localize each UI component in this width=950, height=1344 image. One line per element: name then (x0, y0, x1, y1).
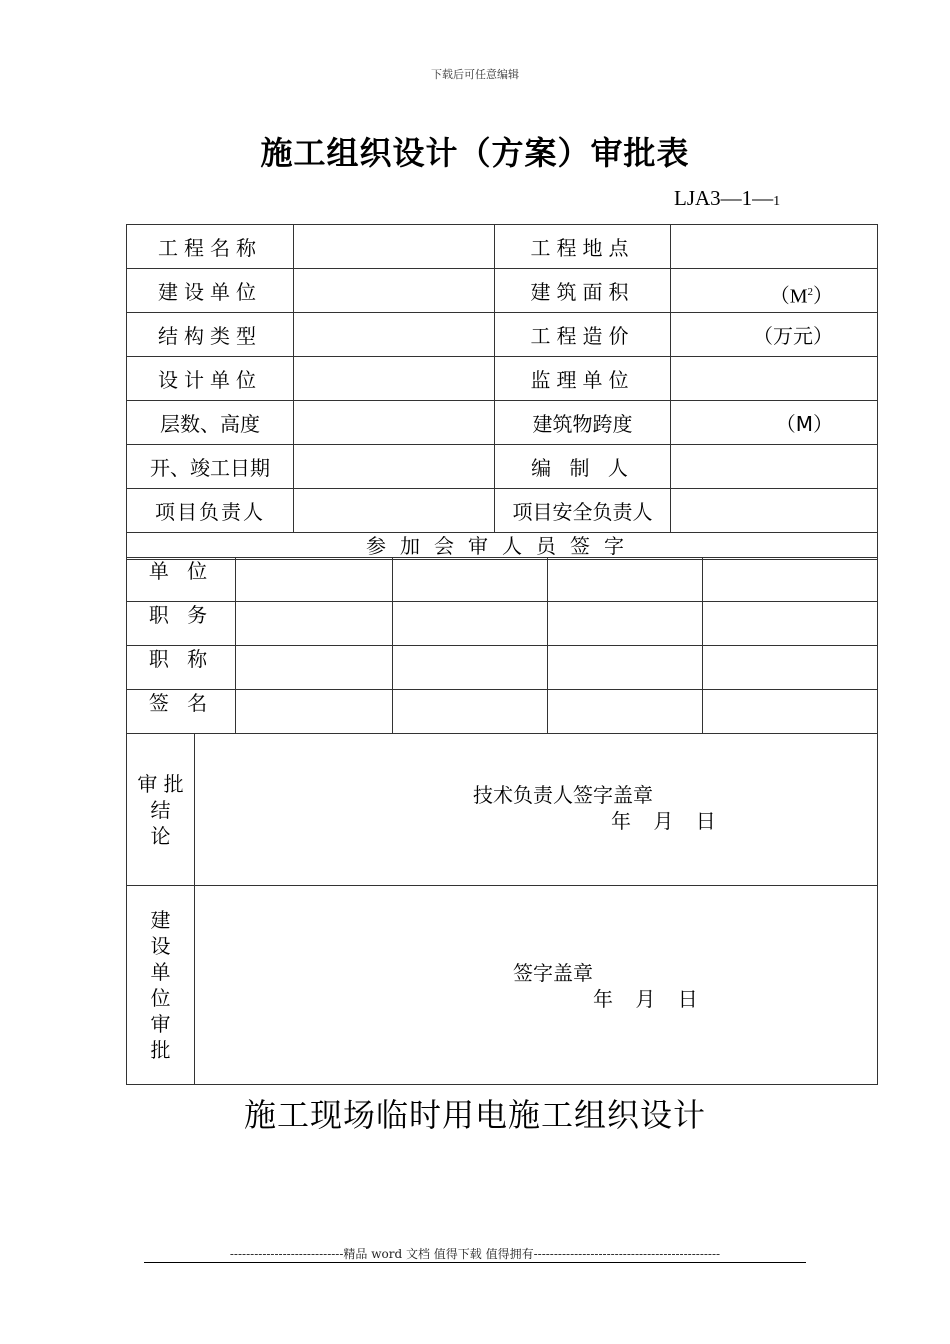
reviewer-cell[interactable] (703, 558, 878, 602)
label-supervision-unit: 监理单位 (495, 357, 671, 401)
area-unit-close: ） (813, 285, 833, 308)
reviewer-cell[interactable] (393, 690, 548, 734)
info-row (127, 489, 878, 533)
reviewer-row (127, 558, 878, 602)
page-title: 施工组织设计（方案）审批表 (260, 134, 690, 172)
approval-conclusion-area[interactable] (195, 734, 878, 886)
form-code-main: LJA3—1— (674, 186, 774, 210)
label-design-unit: 设计单位 (127, 357, 294, 401)
reviewer-label-signature: 签 名 (127, 690, 236, 734)
area-unit-sup: 2 (807, 286, 813, 298)
start-end-date-field[interactable] (294, 445, 495, 489)
approval-label-line1: 审 批 (137, 771, 184, 796)
reviewer-row (127, 602, 878, 646)
reviewers-table (126, 557, 878, 734)
area-unit-open: （M (769, 285, 808, 308)
label-safety-manager: 项目安全负责人 (495, 489, 671, 533)
reviewers-header: 参加会审人员签字 (127, 533, 878, 560)
reviewer-cell[interactable] (548, 690, 703, 734)
owner-date-text: 年 月 日 (593, 987, 706, 1011)
approval-label-line3: 论 (150, 823, 171, 848)
building-area-field[interactable] (671, 269, 878, 313)
reviewer-label-unit: 单 位 (127, 558, 236, 602)
reviewer-cell[interactable] (236, 646, 393, 690)
label-floors-height: 层数、高度 (127, 401, 294, 445)
design-unit-field[interactable] (294, 357, 495, 401)
reviewer-cell[interactable] (393, 602, 548, 646)
owner-label-char: 设 (150, 934, 171, 958)
form-code-tail: 1 (773, 194, 781, 209)
label-building-span: 建筑物跨度 (495, 401, 671, 445)
owner-label-char: 位 (150, 986, 171, 1010)
info-row (127, 225, 878, 269)
owner-signature-text: 签字盖章 (513, 961, 593, 985)
label-project-location: 工程地点 (495, 225, 671, 269)
approval-label-line2: 结 (150, 797, 171, 822)
supervision-unit-field[interactable] (671, 357, 878, 401)
project-location-field[interactable] (671, 225, 878, 269)
label-building-area: 建筑面积 (495, 269, 671, 313)
project-cost-field[interactable]: （万元） (671, 313, 878, 357)
reviewer-cell[interactable] (236, 602, 393, 646)
approval-date-text: 年 月 日 (611, 809, 724, 833)
label-compiler: 编 制 人 (495, 445, 671, 489)
reviewer-cell[interactable] (236, 558, 393, 602)
reviewer-cell[interactable] (703, 602, 878, 646)
reviewer-cell[interactable] (236, 690, 393, 734)
label-owner-unit: 建设单位 (127, 269, 294, 313)
building-span-field[interactable]: （M） (671, 401, 878, 445)
owner-approval-label (127, 886, 195, 1085)
info-row (127, 357, 878, 401)
label-start-end-date: 开、竣工日期 (127, 445, 294, 489)
reviewer-cell[interactable] (703, 646, 878, 690)
project-info-table (126, 224, 878, 560)
reviewer-cell[interactable] (548, 646, 703, 690)
approval-table (126, 733, 878, 1085)
label-project-manager: 项目负责人 (127, 489, 294, 533)
reviewer-cell[interactable] (703, 690, 878, 734)
floors-height-field[interactable] (294, 401, 495, 445)
approval-row (127, 734, 878, 886)
safety-manager-field[interactable] (671, 489, 878, 533)
footer-text: ----------------------------精品 word 文档 值得下载 值得拥有---------------------------------------------- (229, 1247, 721, 1261)
structure-type-field[interactable] (294, 313, 495, 357)
owner-label-char: 审 (150, 1012, 171, 1036)
owner-label-char: 批 (150, 1038, 171, 1062)
reviewer-row (127, 646, 878, 690)
label-project-cost: 工程造价 (495, 313, 671, 357)
compiler-field[interactable] (671, 445, 878, 489)
owner-approval-row (127, 886, 878, 1085)
section-subtitle: 施工现场临时用电施工组织设计 (243, 1096, 706, 1134)
label-project-name: 工程名称 (127, 225, 294, 269)
reviewer-row (127, 690, 878, 734)
reviewer-label-title: 职 称 (127, 646, 236, 690)
reviewer-cell[interactable] (393, 646, 548, 690)
tech-lead-signature-text: 技术负责人签字盖章 (473, 783, 653, 807)
owner-unit-field[interactable] (294, 269, 495, 313)
header-note: 下载后可任意编辑 (431, 68, 519, 81)
form-code (674, 186, 780, 211)
reviewer-cell[interactable] (393, 558, 548, 602)
owner-approval-area[interactable] (195, 886, 878, 1085)
owner-label-char: 建 (150, 908, 171, 932)
info-row (127, 445, 878, 489)
info-row (127, 313, 878, 357)
reviewer-cell[interactable] (548, 558, 703, 602)
reviewers-header-row (127, 533, 878, 560)
project-name-field[interactable] (294, 225, 495, 269)
approval-label (127, 734, 195, 886)
label-structure-type: 结构类型 (127, 313, 294, 357)
info-row (127, 269, 878, 313)
reviewer-label-position: 职 务 (127, 602, 236, 646)
reviewer-cell[interactable] (548, 602, 703, 646)
owner-label-char: 单 (150, 960, 171, 984)
info-row (127, 401, 878, 445)
footer-divider (144, 1262, 806, 1263)
project-manager-field[interactable] (294, 489, 495, 533)
